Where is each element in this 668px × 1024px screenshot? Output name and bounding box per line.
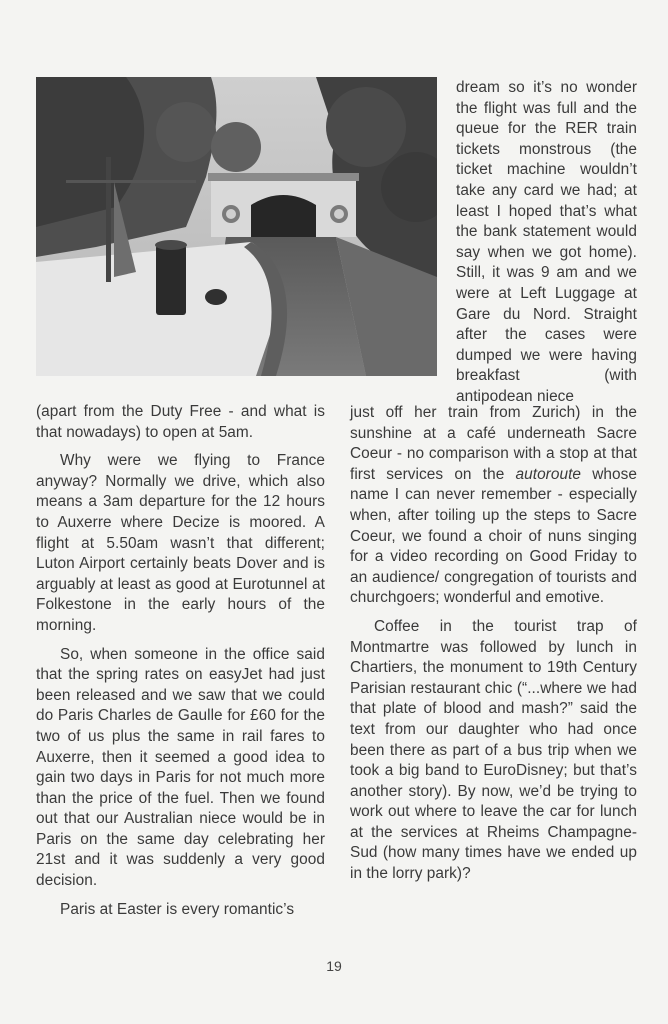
page-number: 19	[326, 958, 342, 974]
canal-bridge-image	[36, 77, 437, 376]
canal-photo	[36, 77, 437, 376]
paragraph: So, when someone in the office said that the spring rates on easyJet had just been released and we saw that we could do Paris Charles de Gaulle for £60 for the two of us plus the same in rail fares to Auxerre, then it seemed a good idea to gain two days in Paris for not much more than the price of the fuel. Then we found out that our Australian niece would be in Paris on the same day celebrating her 21st and it was suddenly a very good decision.	[36, 645, 325, 890]
italic-word: autoroute	[515, 465, 582, 483]
right-column-top	[456, 78, 637, 408]
text-run: whose name I can never remember - especially when, after toiling up the steps to Sacre Coeur, we found a choir of nuns singing for a video recording on Good Friday to an audience/ congregation of tourists and churchgoers; wonderful and emotive.	[350, 465, 637, 607]
paragraph: (apart from the Duty Free - and what is that nowadays) to open at 5am.	[36, 403, 325, 441]
paragraph: Why were we flying to France anyway? Normally we drive, which also means a 3am departure for the 12 hours to Auxerre where Decize is moored. A flight at 5.50am wasn’t that different; Luton Airport certainly beats Dover and is arguably at least as good at Eurotunnel at Folkestone in the early hours of the morning.	[36, 452, 325, 634]
paragraph	[350, 403, 637, 609]
paragraph: dream so it’s no wonder the flight was full and the queue for the RER train tickets monstrous (the ticket machine wouldn’t take any card we had; at least I hoped that’s what the bank statement would say when we got home). Still, it was 9 am and we were at Left Luggage at Gare du Nord. Straight after the cases were dumped we were having breakfast (with antipodean niece	[456, 79, 637, 405]
text-run: just off her train from Zurich) in the sunshine at a café underneath Sacre Coeur - no comparison with a stop at that first services on the	[350, 404, 637, 483]
paragraph: Paris at Easter is every romantic’s	[60, 900, 295, 918]
paragraph: Coffee in the tourist trap of Montmartre was followed by lunch in Chartiers, the monument to 19th Century Parisian restaurant chic (“...where we had that plate of blood and mash?” said the text from our daughter who had once been there as part of a bus trip when we took a big band to EuroDisney; but that’s another story). By now, we’d be trying to work out where to leave the car for lunch at the services at Rheims Champagne-Sud (how many times have we ended up in the lorry park)?	[350, 617, 637, 883]
left-column	[36, 402, 325, 920]
right-column-bottom	[350, 403, 637, 885]
